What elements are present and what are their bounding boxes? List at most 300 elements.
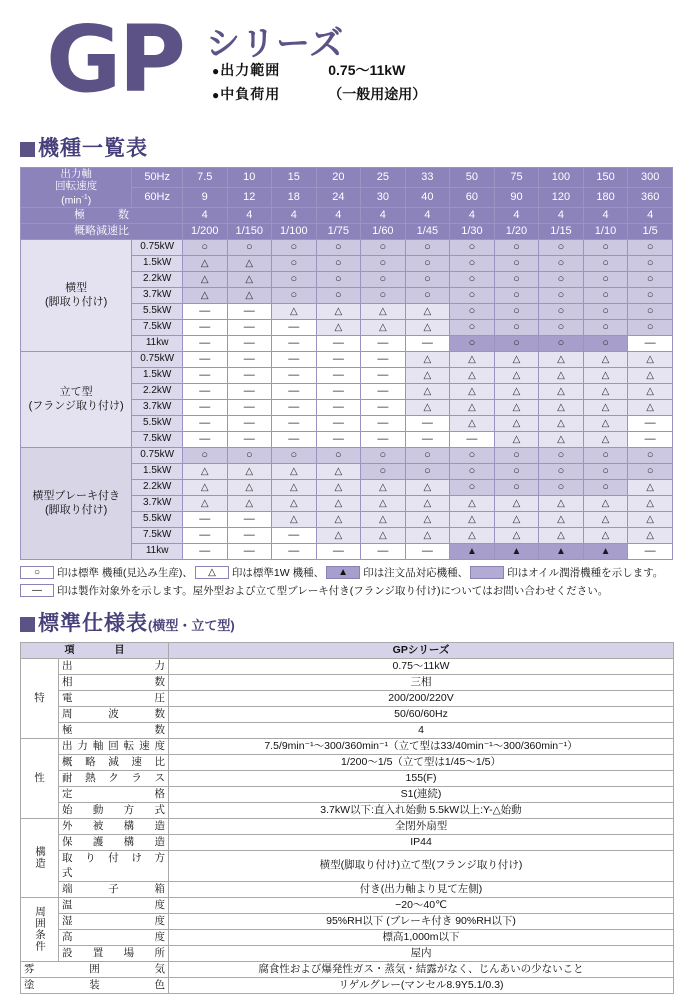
spec-item-label: 塗 装 色 xyxy=(21,977,169,993)
dash-symbol-icon: — xyxy=(243,321,255,333)
legend-text-order: 印は注文品対応機種、 xyxy=(363,566,469,579)
table-row xyxy=(21,850,674,881)
availability-cell xyxy=(227,399,272,415)
dash-symbol-icon: — xyxy=(199,353,211,365)
availability-cell xyxy=(539,383,584,399)
availability-cell xyxy=(628,383,673,399)
legend-line-1 xyxy=(20,565,673,581)
availability-cell xyxy=(272,399,317,415)
tri-symbol-icon: △ xyxy=(289,305,298,317)
spec-item-label: 温 度 xyxy=(59,897,169,913)
dash-symbol-icon: — xyxy=(377,545,389,557)
tri-symbol-icon: △ xyxy=(601,433,610,445)
ratio-value: 1/5 xyxy=(628,223,673,239)
tri-symbol-icon: △ xyxy=(557,385,565,397)
tri-symbol-icon: △ xyxy=(557,353,565,365)
availability-cell xyxy=(450,271,495,287)
table-row-ratio xyxy=(21,223,673,239)
availability-cell xyxy=(182,383,227,399)
filled-symbol-icon: ▲ xyxy=(466,545,477,557)
availability-cell xyxy=(539,351,584,367)
table-row-50hz xyxy=(21,168,673,188)
filled-symbol-icon: ▲ xyxy=(600,545,611,557)
tri-symbol-icon: △ xyxy=(468,417,476,429)
dash-symbol-icon: — xyxy=(199,305,211,317)
availability-cell xyxy=(316,271,361,287)
tri-symbol-icon: △ xyxy=(646,497,654,509)
availability-cell xyxy=(583,351,628,367)
spec-item-label: 外 被 構 造 xyxy=(59,818,169,834)
circle-symbol-icon: ○ xyxy=(646,449,654,461)
tri-symbol-icon: △ xyxy=(468,369,476,381)
availability-cell xyxy=(539,399,584,415)
availability-cell xyxy=(494,319,539,335)
availability-cell xyxy=(583,255,628,271)
availability-cell xyxy=(316,511,361,527)
availability-cell xyxy=(583,463,628,479)
availability-cell xyxy=(494,479,539,495)
model-list-table xyxy=(20,167,673,560)
dash-symbol-icon: — xyxy=(243,353,255,365)
power-rating-label: 2.2kW xyxy=(132,479,183,495)
bullet-list xyxy=(212,60,426,108)
bullet-item xyxy=(212,84,426,104)
table-row xyxy=(21,977,674,993)
availability-cell xyxy=(583,383,628,399)
availability-cell xyxy=(494,271,539,287)
tri-symbol-icon: △ xyxy=(334,481,343,493)
availability-cell xyxy=(361,495,406,511)
availability-cell xyxy=(272,415,317,431)
tri-symbol-icon: △ xyxy=(601,353,610,365)
availability-cell xyxy=(182,447,227,463)
dash-symbol-icon: — xyxy=(377,353,389,365)
availability-cell xyxy=(272,367,317,383)
availability-cell xyxy=(628,463,673,479)
dash-symbol-icon: — xyxy=(332,401,344,413)
circle-symbol-icon: ○ xyxy=(424,257,431,269)
tri-symbol-icon: △ xyxy=(200,257,209,269)
speed-label-line1: 出力軸 xyxy=(60,168,92,180)
availability-cell xyxy=(361,415,406,431)
availability-cell xyxy=(583,319,628,335)
availability-cell xyxy=(405,239,450,255)
availability-cell xyxy=(494,447,539,463)
circle-symbol-icon: ○ xyxy=(513,337,520,349)
availability-cell xyxy=(539,511,584,527)
ratio-value: 1/15 xyxy=(539,223,584,239)
tri-symbol-icon: △ xyxy=(379,305,387,317)
circle-symbol-icon: ○ xyxy=(290,289,298,301)
availability-cell xyxy=(628,319,673,335)
circle-symbol-icon: ○ xyxy=(602,337,609,349)
dash-symbol-icon: — xyxy=(199,369,211,381)
group-label-line2: (脚取り付け) xyxy=(45,296,108,308)
spec-item-value: リゲルグレー(マンセル8.9Y5.1/0.3) xyxy=(169,977,674,993)
legend-triangle-icon: △ xyxy=(195,566,229,579)
tri-symbol-icon: △ xyxy=(423,353,432,365)
poles-value: 4 xyxy=(405,207,450,223)
table-row xyxy=(21,786,674,802)
availability-cell xyxy=(227,415,272,431)
poles-label: 極 数 xyxy=(21,207,183,223)
circle-symbol-icon: ○ xyxy=(557,241,565,253)
spec-item-value: 全閉外扇型 xyxy=(169,818,674,834)
availability-cell xyxy=(539,463,584,479)
circle-symbol-icon: ○ xyxy=(290,241,298,253)
availability-cell xyxy=(539,415,584,431)
poles-value: 4 xyxy=(227,207,272,223)
availability-cell xyxy=(182,527,227,543)
tri-symbol-icon: △ xyxy=(200,289,209,301)
spec-item-label: 端 子 箱 xyxy=(59,881,169,897)
table-row xyxy=(21,722,674,738)
hz50-value: 7.5 xyxy=(182,168,227,188)
legend-dash-icon: — xyxy=(20,584,54,597)
dash-symbol-icon: — xyxy=(377,433,389,445)
availability-cell xyxy=(272,447,317,463)
availability-cell xyxy=(450,367,495,383)
square-bullet-icon xyxy=(20,142,35,157)
speed-label-sup: -1 xyxy=(81,194,88,201)
tri-symbol-icon: △ xyxy=(245,465,254,477)
power-rating-label: 3.7kW xyxy=(132,399,183,415)
availability-cell xyxy=(182,287,227,303)
circle-symbol-icon: ○ xyxy=(513,273,520,285)
spec-item-label: 電 圧 xyxy=(59,690,169,706)
spec-item-value: 標高1,000m以下 xyxy=(169,929,674,945)
availability-cell xyxy=(583,303,628,319)
availability-cell xyxy=(628,351,673,367)
availability-cell xyxy=(628,431,673,447)
tri-symbol-icon: △ xyxy=(423,305,432,317)
dash-symbol-icon: — xyxy=(199,417,211,429)
circle-symbol-icon: ○ xyxy=(468,273,476,285)
dash-symbol-icon: — xyxy=(199,321,211,333)
dash-symbol-icon: — xyxy=(644,433,656,445)
spec-item-value: 4 xyxy=(169,722,674,738)
circle-symbol-icon: ○ xyxy=(424,449,431,461)
spec-category-text: 特 xyxy=(34,691,45,704)
availability-cell xyxy=(182,255,227,271)
hz60-value: 30 xyxy=(361,187,406,207)
availability-cell xyxy=(494,431,539,447)
poles-value: 4 xyxy=(361,207,406,223)
availability-cell xyxy=(450,431,495,447)
dash-symbol-icon: — xyxy=(199,385,211,397)
power-rating-label: 0.75kW xyxy=(132,447,183,463)
hz50-value: 300 xyxy=(628,168,673,188)
tri-symbol-icon: △ xyxy=(512,433,521,445)
series-title: シリーズ xyxy=(206,25,345,63)
spec-item-value: S1(連続) xyxy=(169,786,674,802)
power-rating-label: 1.5kW xyxy=(132,255,183,271)
availability-cell xyxy=(316,335,361,351)
hz60-value: 120 xyxy=(539,187,584,207)
availability-cell xyxy=(450,399,495,415)
model-legend xyxy=(20,565,673,599)
hz60-value: 40 xyxy=(405,187,450,207)
availability-cell xyxy=(316,351,361,367)
tri-symbol-icon: △ xyxy=(468,497,476,509)
availability-cell xyxy=(316,399,361,415)
ratio-value: 1/30 xyxy=(450,223,495,239)
spec-item-value: 屋内 xyxy=(169,945,674,961)
power-rating-label: 3.7kW xyxy=(132,495,183,511)
spec-section-heading xyxy=(20,607,673,637)
hz50-value: 150 xyxy=(583,168,628,188)
tri-symbol-icon: △ xyxy=(557,401,565,413)
spec-item-label: 出 力 xyxy=(59,658,169,674)
poles-value: 4 xyxy=(182,207,227,223)
spec-item-label: 設 置 場 所 xyxy=(59,945,169,961)
table-row xyxy=(21,447,673,463)
circle-symbol-icon: ○ xyxy=(468,289,476,301)
hz50-value: 33 xyxy=(405,168,450,188)
tri-symbol-icon: △ xyxy=(423,385,432,397)
availability-cell xyxy=(494,527,539,543)
dash-symbol-icon: — xyxy=(199,337,211,349)
model-section-heading xyxy=(20,132,673,162)
legend-text-oil: 印はオイル潤滑機種を示します。 xyxy=(507,566,664,579)
tri-symbol-icon: △ xyxy=(512,401,521,413)
availability-cell xyxy=(227,271,272,287)
poles-value: 4 xyxy=(583,207,628,223)
circle-symbol-icon: ○ xyxy=(557,257,565,269)
circle-symbol-icon: ○ xyxy=(335,449,342,461)
availability-cell xyxy=(361,447,406,463)
availability-cell xyxy=(227,303,272,319)
power-rating-label: 0.75kW xyxy=(132,239,183,255)
availability-cell xyxy=(227,335,272,351)
availability-cell xyxy=(405,447,450,463)
tri-symbol-icon: △ xyxy=(200,273,209,285)
spec-category-label xyxy=(21,897,59,961)
circle-symbol-icon: ○ xyxy=(646,305,654,317)
availability-cell xyxy=(316,447,361,463)
availability-cell xyxy=(539,367,584,383)
table-row xyxy=(21,658,674,674)
circle-symbol-icon: ○ xyxy=(646,465,654,477)
availability-cell xyxy=(450,383,495,399)
table-row xyxy=(21,929,674,945)
tri-symbol-icon: △ xyxy=(200,497,209,509)
bullet-label: 出力範囲 xyxy=(220,62,281,78)
circle-symbol-icon: ○ xyxy=(468,321,476,333)
table-row xyxy=(21,881,674,897)
availability-cell xyxy=(272,303,317,319)
poles-value: 4 xyxy=(494,207,539,223)
table-row xyxy=(21,674,674,690)
availability-cell xyxy=(361,351,406,367)
dash-symbol-icon: — xyxy=(199,513,211,525)
circle-symbol-icon: ○ xyxy=(557,289,565,301)
dash-symbol-icon: — xyxy=(288,337,300,349)
availability-cell xyxy=(583,479,628,495)
power-rating-label: 7.5kW xyxy=(132,527,183,543)
tri-symbol-icon: △ xyxy=(423,321,432,333)
circle-symbol-icon: ○ xyxy=(290,257,298,269)
circle-symbol-icon: ○ xyxy=(602,481,609,493)
hz60-value: 90 xyxy=(494,187,539,207)
availability-cell xyxy=(450,303,495,319)
tri-symbol-icon: △ xyxy=(200,465,209,477)
tri-symbol-icon: △ xyxy=(601,401,610,413)
table-row-spec-header xyxy=(21,642,674,658)
availability-cell xyxy=(361,399,406,415)
circle-symbol-icon: ○ xyxy=(646,289,654,301)
dash-symbol-icon: — xyxy=(332,433,344,445)
availability-cell xyxy=(539,319,584,335)
table-row xyxy=(21,897,674,913)
availability-cell xyxy=(405,463,450,479)
circle-symbol-icon: ○ xyxy=(379,289,387,301)
availability-cell xyxy=(182,303,227,319)
availability-cell xyxy=(450,287,495,303)
power-rating-label: 5.5kW xyxy=(132,415,183,431)
availability-cell xyxy=(583,527,628,543)
availability-cell xyxy=(583,495,628,511)
availability-cell xyxy=(316,431,361,447)
spec-item-label: 高 度 xyxy=(59,929,169,945)
dash-symbol-icon: — xyxy=(288,321,300,333)
spec-category-text: 構造 xyxy=(34,846,46,869)
spec-item-label: 極 数 xyxy=(59,722,169,738)
availability-cell xyxy=(227,479,272,495)
power-rating-label: 3.7kW xyxy=(132,287,183,303)
availability-cell xyxy=(583,399,628,415)
tri-symbol-icon: △ xyxy=(512,417,521,429)
hz50-value: 20 xyxy=(316,168,361,188)
tri-symbol-icon: △ xyxy=(423,401,432,413)
availability-cell xyxy=(272,431,317,447)
availability-cell xyxy=(361,319,406,335)
availability-cell xyxy=(227,255,272,271)
availability-cell xyxy=(539,335,584,351)
availability-cell xyxy=(272,319,317,335)
circle-symbol-icon: ○ xyxy=(602,305,609,317)
tri-symbol-icon: △ xyxy=(423,513,432,525)
tri-symbol-icon: △ xyxy=(379,321,387,333)
circle-symbol-icon: ○ xyxy=(646,257,654,269)
availability-cell xyxy=(583,511,628,527)
availability-cell xyxy=(182,543,227,559)
dash-symbol-icon: — xyxy=(243,417,255,429)
hz50-label: 50Hz xyxy=(132,168,183,188)
hz50-value: 15 xyxy=(272,168,317,188)
availability-cell xyxy=(539,527,584,543)
availability-cell xyxy=(494,303,539,319)
circle-symbol-icon: ○ xyxy=(602,449,609,461)
availability-cell xyxy=(227,239,272,255)
dash-symbol-icon: — xyxy=(332,385,344,397)
availability-cell xyxy=(272,383,317,399)
dash-symbol-icon: — xyxy=(243,529,255,541)
poles-value: 4 xyxy=(316,207,361,223)
availability-cell xyxy=(583,239,628,255)
ratio-value: 1/100 xyxy=(272,223,317,239)
availability-cell xyxy=(182,367,227,383)
bullet-value: 0.75〜11kW xyxy=(328,62,406,78)
power-rating-label: 0.75kW xyxy=(132,351,183,367)
spec-item-label: 湿 度 xyxy=(59,913,169,929)
spec-category-label xyxy=(21,738,59,818)
availability-cell xyxy=(227,431,272,447)
bullet-dot-icon: ● xyxy=(212,88,220,102)
table-row xyxy=(21,961,674,977)
tri-symbol-icon: △ xyxy=(512,385,521,397)
spec-item-label: 概 略 減 速 比 xyxy=(59,754,169,770)
dash-symbol-icon: — xyxy=(466,433,478,445)
availability-cell xyxy=(316,303,361,319)
spec-item-label: 雰 囲 気 xyxy=(21,961,169,977)
spec-item-label: 耐 熱 ク ラ ス xyxy=(59,770,169,786)
circle-symbol-icon: ○ xyxy=(557,321,565,333)
spec-item-value: 0.75〜11kW xyxy=(169,658,674,674)
availability-cell xyxy=(405,383,450,399)
availability-cell xyxy=(628,415,673,431)
hz60-value: 360 xyxy=(628,187,673,207)
tri-symbol-icon: △ xyxy=(289,465,298,477)
spec-col-item-header: 項 目 xyxy=(21,642,169,658)
dash-symbol-icon: — xyxy=(288,369,300,381)
legend-circle-icon: ○ xyxy=(20,566,54,579)
availability-cell xyxy=(628,335,673,351)
dash-symbol-icon: — xyxy=(377,401,389,413)
spec-item-label: 保 護 構 造 xyxy=(59,834,169,850)
circle-symbol-icon: ○ xyxy=(335,257,342,269)
circle-symbol-icon: ○ xyxy=(379,449,387,461)
availability-cell xyxy=(272,271,317,287)
spec-item-value: 横型(脚取り付け)立て型(フランジ取り付け) xyxy=(169,850,674,881)
dash-symbol-icon: — xyxy=(332,337,344,349)
availability-cell xyxy=(361,255,406,271)
hz60-value: 12 xyxy=(227,187,272,207)
ratio-value: 1/200 xyxy=(182,223,227,239)
availability-cell xyxy=(405,527,450,543)
tri-symbol-icon: △ xyxy=(468,401,476,413)
poles-value: 4 xyxy=(272,207,317,223)
availability-cell xyxy=(182,271,227,287)
hz50-value: 50 xyxy=(450,168,495,188)
tri-symbol-icon: △ xyxy=(601,385,610,397)
availability-cell xyxy=(227,495,272,511)
availability-cell xyxy=(628,511,673,527)
dash-symbol-icon: — xyxy=(243,513,255,525)
availability-cell xyxy=(361,367,406,383)
availability-cell xyxy=(361,543,406,559)
availability-cell xyxy=(628,543,673,559)
spec-item-label: 取 り 付 け 方 式 xyxy=(59,850,169,881)
circle-symbol-icon: ○ xyxy=(557,337,565,349)
tri-symbol-icon: △ xyxy=(334,305,343,317)
availability-cell xyxy=(539,431,584,447)
dash-symbol-icon: — xyxy=(421,433,433,445)
availability-cell xyxy=(539,479,584,495)
group-label-line1: 横型ブレーキ付き xyxy=(32,490,120,502)
tri-symbol-icon: △ xyxy=(379,529,387,541)
availability-cell xyxy=(628,271,673,287)
power-rating-label: 2.2kW xyxy=(132,271,183,287)
tri-symbol-icon: △ xyxy=(601,513,610,525)
ratio-value: 1/60 xyxy=(361,223,406,239)
spec-item-label: 定 格 xyxy=(59,786,169,802)
dash-symbol-icon: — xyxy=(243,545,255,557)
power-rating-label: 7.5kW xyxy=(132,319,183,335)
dash-symbol-icon: — xyxy=(332,545,344,557)
availability-cell xyxy=(272,335,317,351)
availability-cell xyxy=(628,287,673,303)
